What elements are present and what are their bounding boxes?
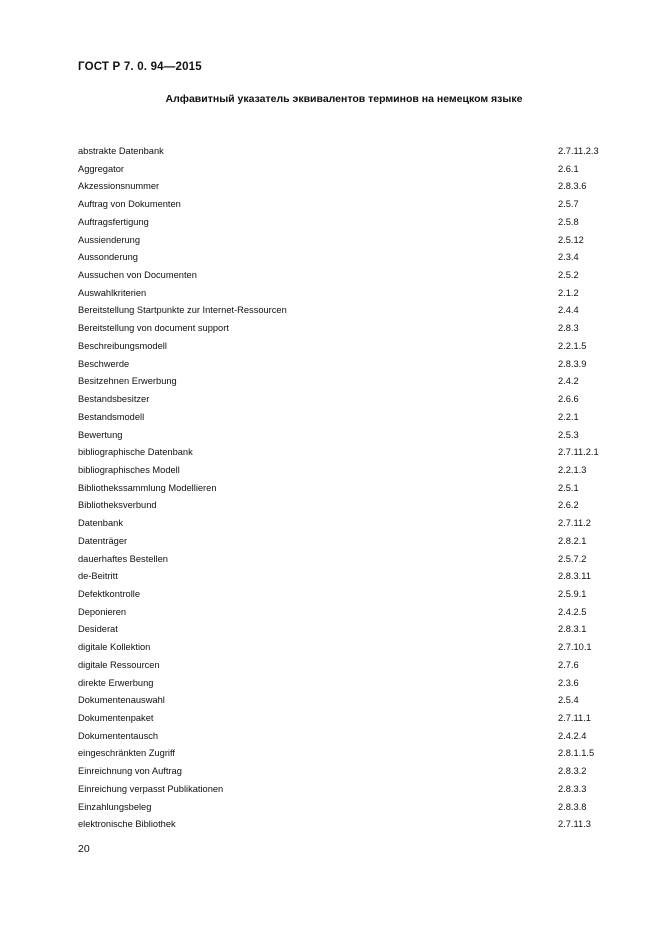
entry-term: digitale Kollektion — [78, 642, 151, 653]
entry-ref: 2.8.3.8 — [558, 801, 587, 812]
index-entry — [78, 729, 618, 747]
entry-term: Bereitstellung Startpunkte zur Internet-Ressourcen — [78, 305, 287, 316]
index-entry — [78, 445, 618, 463]
entry-term: direkte Erwerbung — [78, 677, 154, 688]
entry-ref: 2.8.1.1.5 — [558, 748, 595, 759]
index-entry — [78, 622, 618, 640]
index-entry — [78, 428, 618, 446]
entry-ref: 2.8.3.6 — [558, 181, 587, 192]
entry-ref: 2.5.12 — [558, 234, 584, 245]
entry-term: Aussuchen von Documenten — [78, 270, 197, 281]
index-entry — [78, 764, 618, 782]
entry-ref: 2.8.3 — [558, 323, 579, 334]
entry-term: Auftrag von Dokumenten — [78, 199, 181, 210]
index-entry — [78, 552, 618, 570]
entry-term: Auswahlkriterien — [78, 287, 147, 298]
entry-term: Einreichnung von Auftrag — [78, 766, 182, 777]
entry-ref: 2.5.4 — [558, 695, 579, 706]
entry-ref: 2.8.3.3 — [558, 783, 587, 794]
entry-term: Desiderat — [78, 624, 118, 635]
entry-term: abstrakte Datenbank — [78, 146, 164, 156]
entry-term: Defektkontrolle — [78, 588, 141, 599]
entry-ref: 2.2.1 — [558, 411, 579, 422]
entry-ref: 2.4.2.4 — [558, 730, 587, 741]
entry-ref: 2.7.11.2 — [558, 518, 591, 529]
entry-ref: 2.7.11.2.1 — [558, 447, 599, 458]
entry-ref: 2.7.11.2.3 — [558, 146, 599, 156]
entry-ref: 2.5.9.1 — [558, 588, 587, 599]
entry-ref: 2.6.6 — [558, 394, 579, 405]
entry-ref: 2.3.6 — [558, 677, 579, 688]
index-entry — [78, 392, 618, 410]
entry-term: Beschreibungsmodell — [78, 340, 167, 351]
entry-term: Aussonderung — [78, 252, 138, 263]
index-entry — [78, 410, 618, 428]
entry-term: dauerhaftes Bestellen — [78, 553, 168, 564]
entry-ref: 2.8.3.11 — [558, 571, 591, 582]
entry-ref: 2.7.11.1 — [558, 713, 591, 723]
entry-term: Bereitstellung von document support — [78, 323, 229, 334]
index-entry — [78, 233, 618, 251]
entry-ref: 2.5.3 — [558, 429, 579, 440]
entry-ref: 2.3.4 — [558, 252, 579, 263]
entry-term: digitale Ressourcen — [78, 659, 160, 670]
entry-term: Deponieren — [78, 606, 127, 617]
entry-term: Bestandsbesitzer — [78, 394, 150, 405]
index-entry — [78, 817, 618, 835]
entry-ref: 2.5.7 — [558, 199, 579, 210]
index-entry — [78, 693, 618, 711]
index-entry — [78, 746, 618, 764]
index-entry — [78, 463, 618, 481]
term-index — [78, 144, 618, 835]
standard-header: ГОСТ Р 7. 0. 94—2015 — [78, 61, 202, 73]
entry-term: Datenbank — [78, 518, 123, 529]
page-title: Алфавитный указатель эквивалентов терминов на немецком языке — [165, 93, 523, 105]
entry-term: Aussienderung — [78, 234, 141, 245]
index-entry — [78, 658, 618, 676]
entry-term: Einzahlungsbeleg — [78, 801, 152, 812]
entry-ref: 2.2.1.5 — [558, 340, 587, 351]
entry-term: Dokumententausch — [78, 730, 159, 741]
index-entry — [78, 534, 618, 552]
index-entry — [78, 800, 618, 818]
entry-term: eingeschränkten Zugriff — [78, 748, 175, 759]
entry-ref: 2.5.1 — [558, 482, 579, 493]
entry-ref: 2.8.3.1 — [558, 624, 587, 635]
index-entry — [78, 197, 618, 215]
index-entry — [78, 587, 618, 605]
index-entry — [78, 640, 618, 658]
index-entry — [78, 162, 618, 180]
index-entry — [78, 286, 618, 304]
entry-term: Bibliothekssammlung Modellieren — [78, 482, 217, 493]
entry-term: Akzessionsnummer — [78, 181, 160, 192]
index-entry — [78, 339, 618, 357]
entry-ref: 2.6.2 — [558, 500, 579, 511]
entry-term: Bibliotheksverbund — [78, 500, 157, 511]
entry-term: Dokumentenpaket — [78, 713, 154, 723]
entry-ref: 2.5.7.2 — [558, 553, 587, 564]
index-entry — [78, 569, 618, 587]
index-entry — [78, 179, 618, 197]
page-number: 20 — [78, 843, 90, 855]
entry-term: Auftragsfertigung — [78, 216, 149, 227]
entry-ref: 2.4.2.5 — [558, 606, 587, 617]
entry-term: Beschwerde — [78, 358, 130, 369]
index-entry — [78, 782, 618, 800]
entry-ref: 2.5.8 — [558, 216, 579, 227]
entry-term: bibliographisches Modell — [78, 464, 180, 475]
index-entry — [78, 481, 618, 499]
entry-ref: 2.6.1 — [558, 163, 579, 174]
index-entry — [78, 374, 618, 392]
entry-term: bibliographische Datenbank — [78, 447, 193, 458]
entry-ref: 2.8.2.1 — [558, 535, 587, 546]
entry-ref: 2.7.10.1 — [558, 642, 592, 653]
entry-ref: 2.7.6 — [558, 659, 579, 670]
entry-ref: 2.1.2 — [558, 287, 579, 298]
entry-ref: 2.4.2 — [558, 376, 579, 387]
index-entry — [78, 676, 618, 694]
entry-term: Bewertung — [78, 429, 123, 440]
entry-ref: 2.7.11.3 — [558, 819, 591, 830]
entry-ref: 2.2.1.3 — [558, 464, 587, 475]
entry-ref: 2.5.2 — [558, 270, 579, 281]
entry-term: de-Beitritt — [78, 571, 118, 582]
index-entry — [78, 516, 618, 534]
index-entry — [78, 498, 618, 516]
entry-term: Bestandsmodell — [78, 411, 145, 422]
entry-term: Einreichung verpasst Publikationen — [78, 783, 224, 794]
entry-ref: 2.4.4 — [558, 305, 579, 316]
index-entry — [78, 605, 618, 623]
entry-term: Datenträger — [78, 535, 128, 546]
index-entry — [78, 321, 618, 339]
index-entry — [78, 215, 618, 233]
entry-term: elektronische Bibliothek — [78, 819, 176, 830]
index-entry — [78, 144, 618, 162]
index-entry — [78, 711, 618, 729]
entry-term: Dokumentenauswahl — [78, 695, 165, 706]
entry-term: Besitzehnen Erwerbung — [78, 376, 177, 387]
entry-ref: 2.8.3.2 — [558, 766, 587, 777]
index-entry — [78, 303, 618, 321]
entry-term: Aggregator — [78, 163, 124, 174]
index-entry — [78, 357, 618, 375]
index-entry — [78, 250, 618, 268]
index-entry — [78, 268, 618, 286]
entry-ref: 2.8.3.9 — [558, 358, 587, 369]
